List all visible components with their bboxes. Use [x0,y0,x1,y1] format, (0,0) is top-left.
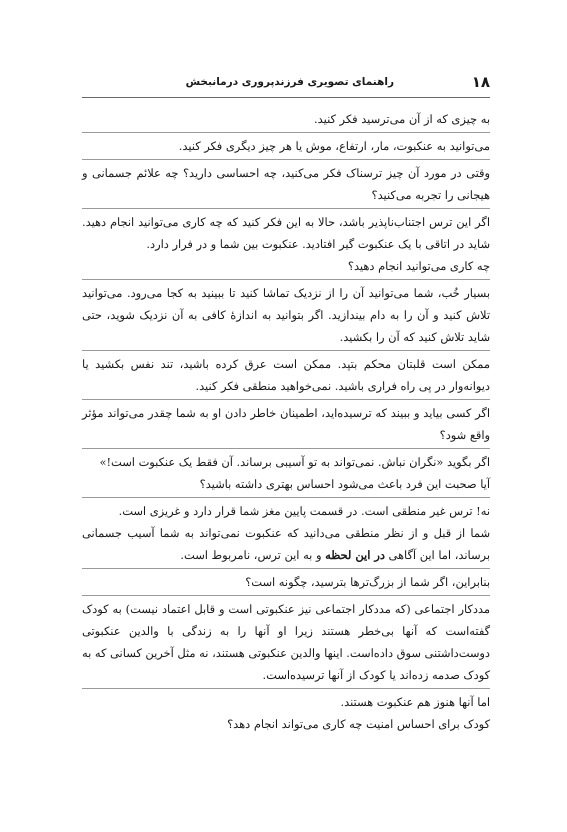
header-rule [82,97,490,98]
divider [82,279,490,280]
paragraph: می‌توانید به عنکبوت، مار، ارتفاع، موش یا هر چیز دیگری فکر کنید. [178,139,490,153]
divider [82,208,490,209]
divider [82,595,490,596]
running-title: راهنمای تصویری فرزندپروری درمانبخش [185,76,394,88]
paragraph: اگر بگوید «نگران نباش. نمی‌تواند به تو آسیبی برساند. آن فقط یک عنکبوت است!» [99,455,490,469]
emphasis-text: در این لحظه [325,548,385,562]
paragraph: نه! ترس غیر منطقی است. در قسمت پایین مغز شما قرار دارد و غریزی است. [118,504,490,518]
divider [82,399,490,400]
divider [82,688,490,689]
divider [82,350,490,351]
paragraph: ممکن است قلبتان محکم بتپد. ممکن است عرق کرده باشید، تند نفس بکشید یا دیوانه‌وار در پی راه فراری باشید. نمی‌خواهید منطقی فکر کنید. [82,357,490,393]
page-number: ۱۸ [471,73,490,91]
paragraph: مددکار اجتماعی (که مددکار اجتماعی نیز عنکبوتی است و قابل اعتماد نیست) به کودک گفته‌است که آنها بی‌خطر هستند زیرا او آنها را به زندگی با والدین عنکبوتی دوست‌داشتنی سوق داده‌است. اینها والدین عنکبوتی هستند، نه مثل آخرین کسانی که به کودک صدمه زده‌اند یا کودک از آنها ترسیده‌است. [82,602,490,682]
paragraph: چه کاری می‌توانید انجام دهید؟ [347,259,490,273]
divider [82,497,490,498]
paragraph: بسیار خُب، شما می‌توانید آن را از نزدیک تماشا کنید تا ببینید به کجا می‌رود. می‌توانید تلاش کنید و آن را به دام بیندازید. اگر بتوانید به اندازهٔ کافی به آن نزدیک شوید، حتی شاید تلاش کنید که آن را بکشید. [82,286,490,344]
divider [82,448,490,449]
paragraph: کودک برای احساس امنیت چه کاری می‌تواند انجام دهد؟ [227,717,490,731]
paragraph: شما از قبل و از نظر منطقی می‌دانید که عنکبوت نمی‌تواند به شما آسیب جسمانی برساند، اما این آگاهی در این لحظه و به این ترس، نامربوط است. [82,526,490,562]
divider [82,159,490,160]
divider [82,132,490,133]
paragraph: آیا صحبت این فرد باعث می‌شود احساس بهتری داشته باشید؟ [199,477,490,491]
page-header [82,73,490,93]
paragraph: اگر این ترس اجتناب‌ناپذیر باشد، حالا به این فکر کنید که چه کاری می‌توانید انجام دهید. شاید در اتاقی با یک عنکبوت گیر افتادید. عنکبوت بین شما و در فرار دارد. [82,215,490,251]
paragraph: اما آنها هنوز هم عنکبوت هستند. [340,695,490,709]
paragraph: وقتی در مورد آن چیز ترسناک فکر می‌کنید، چه احساسی دارید؟ چه علائم جسمانی و هیجانی را تجربه می‌کنید؟ [82,166,490,202]
paragraph: به چیزی که از آن می‌ترسید فکر کنید. [314,112,490,126]
divider [82,568,490,569]
page-body [82,108,490,735]
paragraph: اگر کسی بیاید و ببیند که ترسیده‌اید، اطمینان خاطر دادن او به شما چقدر می‌تواند مؤثر واقع شود؟ [82,406,490,442]
paragraph: بنابراین، اگر شما از بزرگ‌ترها بترسید، چگونه است؟ [245,575,490,589]
